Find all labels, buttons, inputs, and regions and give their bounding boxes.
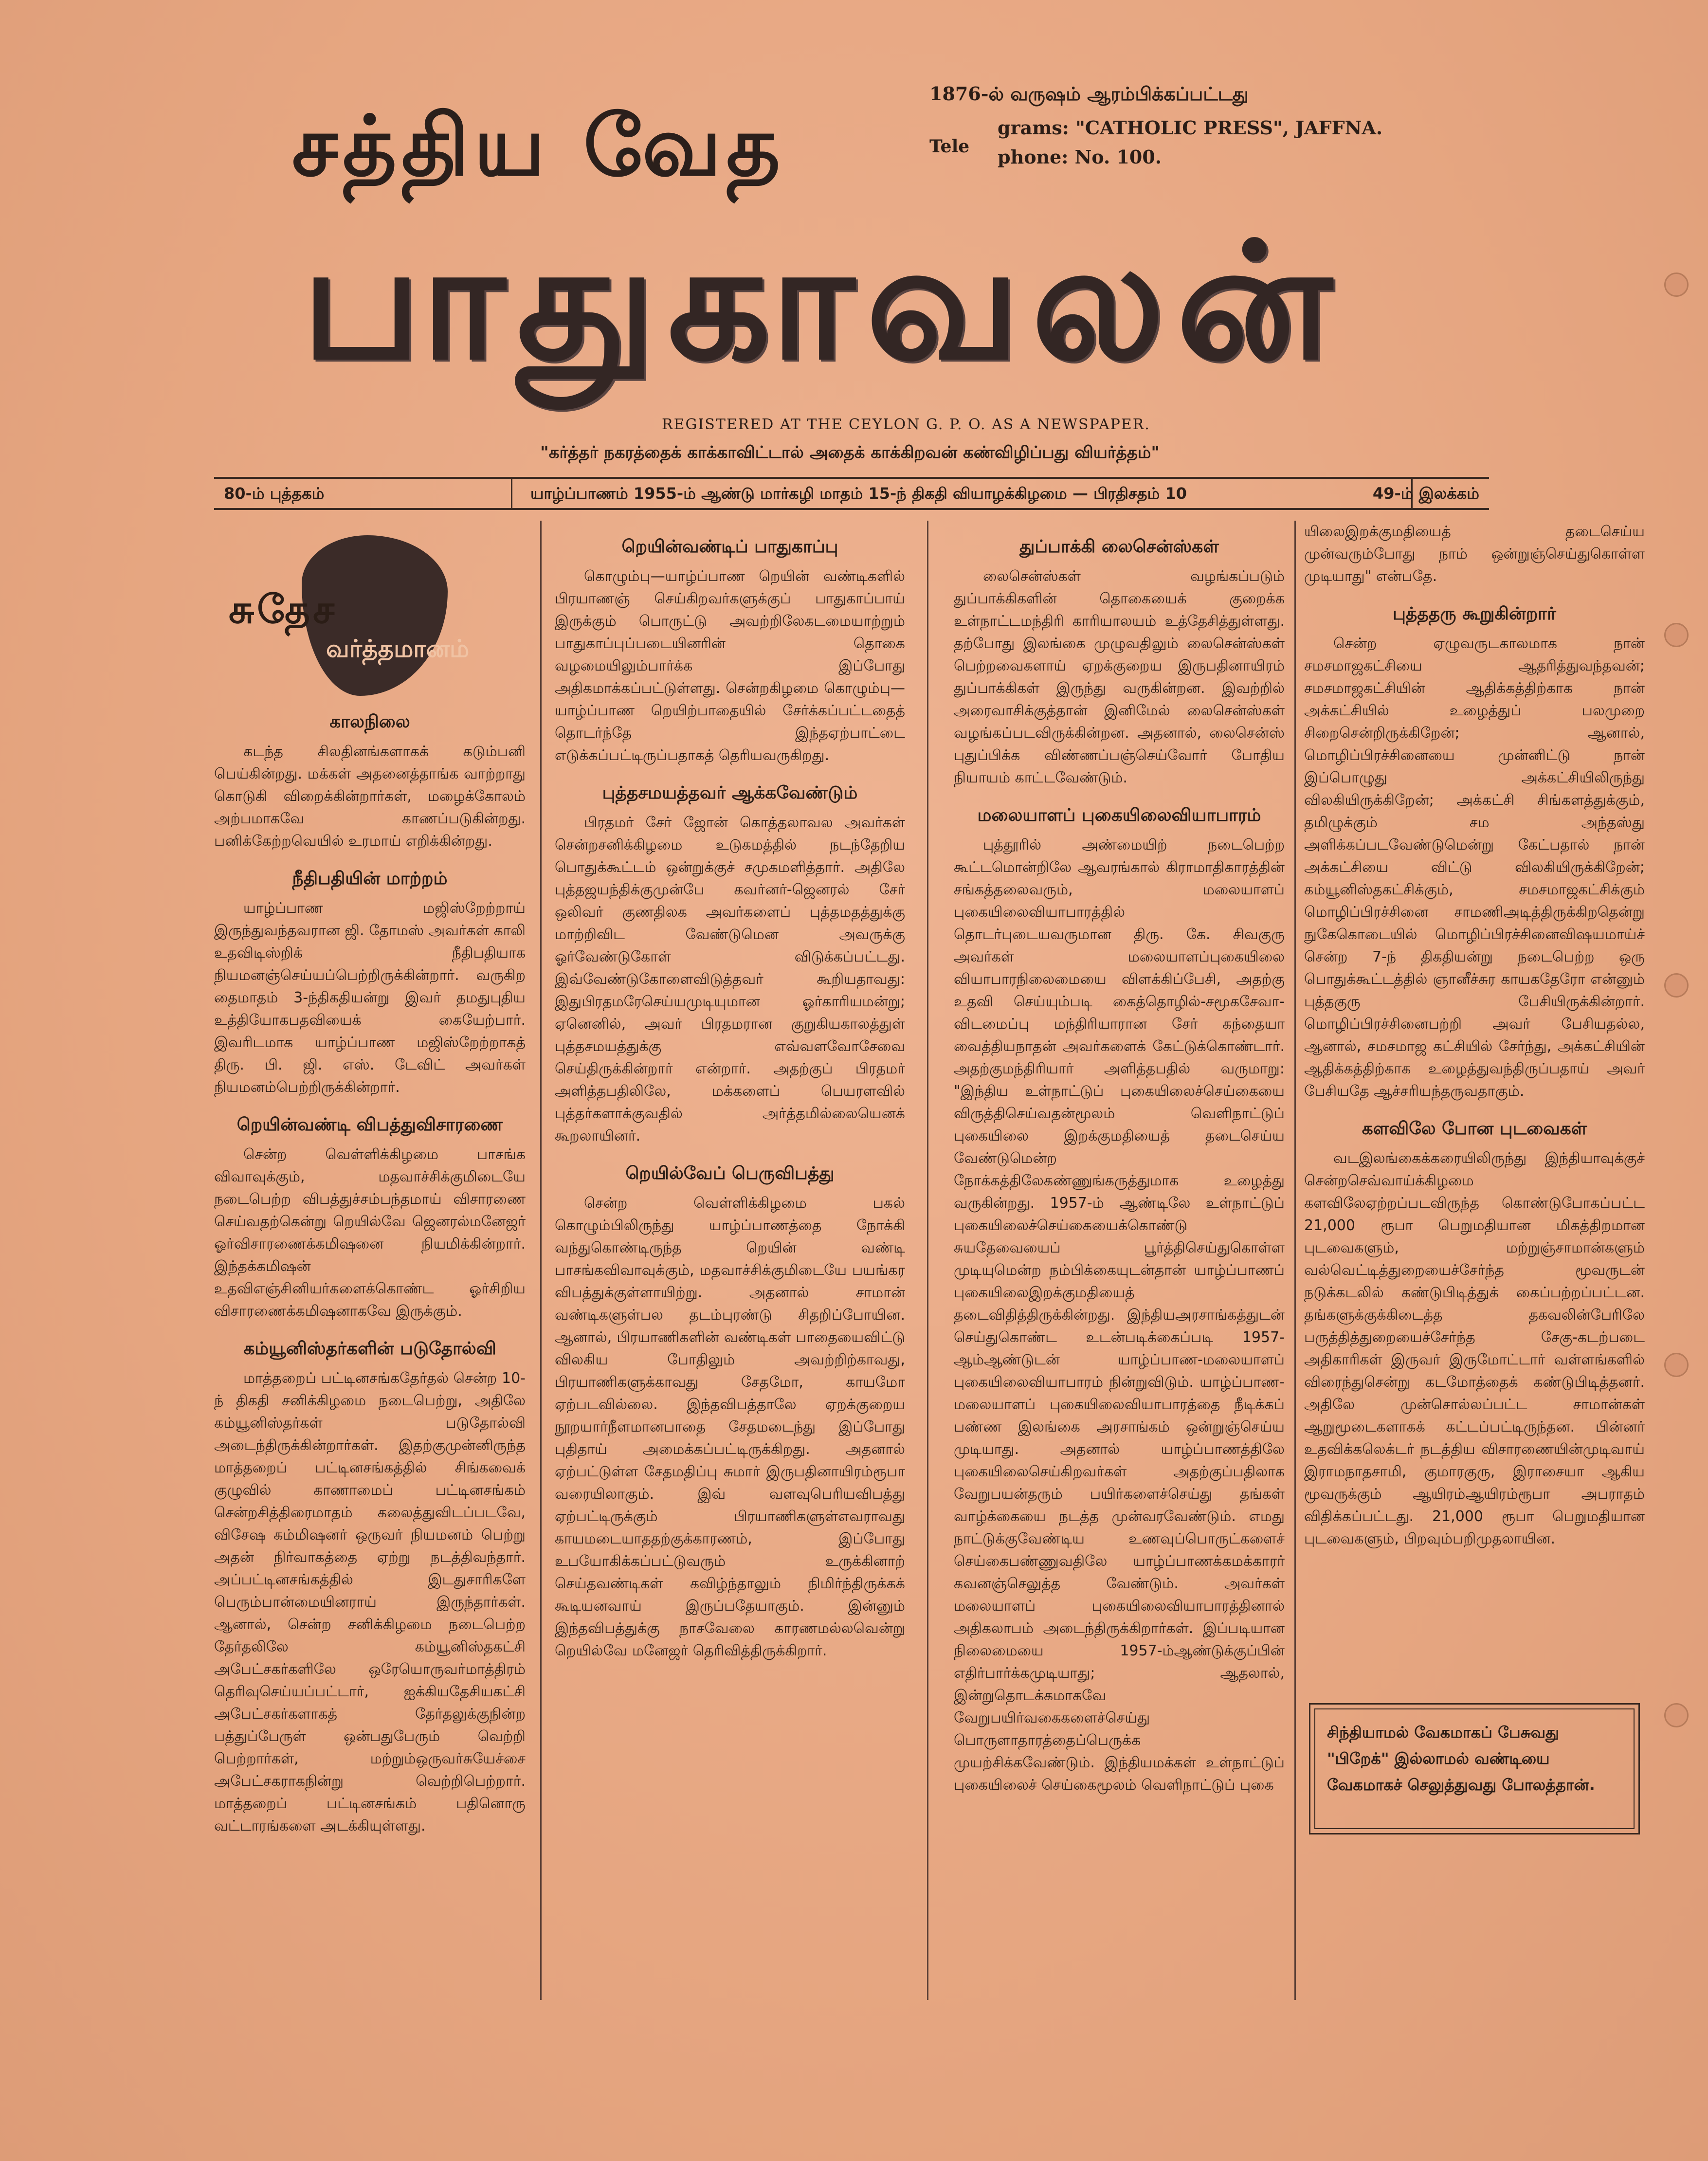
registration-line: REGISTERED AT THE CEYLON G. P. O. AS A NEWSPAPER.	[662, 416, 1150, 433]
column-3	[954, 521, 1285, 2005]
punch-hole	[1664, 1703, 1689, 1727]
column-1	[214, 521, 526, 2005]
boxed-quote	[1309, 1703, 1640, 1834]
article-heading: களவிலே போன புடவைகள்	[1362, 1119, 1587, 1139]
emblem-word-1: சுதேச	[229, 587, 338, 632]
article-heading: கம்யூனிஸ்தர்களின் படுதோல்வி	[243, 1339, 496, 1359]
punch-hole	[1664, 623, 1689, 647]
article-body: மாத்தறைப் பட்டினசங்கதேர்தல் சென்ற 10-ந் திகதி சனிக்கிழமை நடைபெற்று, அதிலே கம்யூனிஸ்தர்கள் படுதோல்வி அடைந்திருக்கின்றார்கள். இதற்குமுன்னிருந்த மாத்தறைப் பட்டினசங்கத்தில் சிங்கவைக் குழுவில் காணாமைப் பட்டினசங்கம் சென்றசித்திரைமாதம் கலைத்துவிடப்படவே, விசேஷ கம்மிஷனர் ஒருவர் நியமனம் பெற்று அதன் நிர்வாகத்தை ஏற்று நடத்திவந்தார். அப்பட்டினசங்கத்தில் இடதுசாரிகளே பெரும்பான்மையினராய் இருந்தார்கள். ஆனால், சென்ற சனிக்கிழமை நடைபெற்ற தேர்தலிலே கம்யூனிஸ்தகட்சி அபேட்சகர்களிலே ஒரேயொருவர்மாத்திரம் தெரிவுசெய்யப்பட்டார், ஐக்கியதேசியகட்சி அபேட்சகர்களாகத் தேர்தலுக்குநின்ற பத்துப்பேருள் ஒன்பதுபேரும் வெற்றி பெற்றார்கள், மற்றும்ஒருவர்சுயேச்சை அபேட்சகராகநின்று வெற்றிபெற்றார். மாத்தறைப் பட்டினசங்கம் பதினொரு வட்டாரங்களை அடக்கியுள்ளது.	[214, 1370, 526, 1834]
article-body: லைசென்ஸ்கள் வழங்கப்படும் துப்பாக்கிகளின் தொகையைக் குறைக்க உள்நாட்டமந்திரி காரியாலயம் உத்தேசித்துள்ளது. தற்போது இலங்கை முழுவதிலும் லைசென்ஸ்கள் பெற்றவைகளாய் ஏறக்குறைய இருபதினாயிரம் துப்பாக்கிகள் இருந்து வருகின்றன. இவற்றில் அரைவாசிக்குத்தான் இனிமேல் லைசென்ஸ்கள் வழங்கப்படவிருக்கின்றன. அதனால், லைசென்ஸ் புதுப்பிக்க விண்ணப்பஞ்செய்வோர் போதிய நியாயம் காட்டவேண்டும்.	[954, 568, 1285, 786]
telegram-line: grams: "CATHOLIC PRESS", JAFFNA.	[998, 117, 1383, 139]
tele-label: Tele	[929, 136, 970, 157]
article-heading: காலநிலை	[329, 712, 410, 732]
since-line: 1876-ல் வருஷம் ஆரம்பிக்கப்பட்டது	[929, 83, 1249, 105]
article-heading: நீதிபதியின் மாற்றம்	[292, 869, 448, 889]
column-rule	[927, 521, 928, 2000]
masthead-title: பாதுகாவலன்	[302, 208, 1344, 395]
punch-hole	[1664, 973, 1689, 998]
divider	[511, 479, 512, 508]
local-news-emblem	[214, 535, 526, 696]
article-body: சென்ற ஏழுவருடகாலமாக நான் சமசமாஜகட்சியை ஆதரித்துவந்தவன்; சமசமாஜகட்சியின் ஆதிக்கத்திற்காக நான் அக்கட்சியில் உழைத்துப் பலமுறை சிறைசென்றிருக்கிறேன்; ஆனால், மொழிப்பிரச்சினையை முன்னிட்டு நான் இப்பொழுது அக்கட்சியிலிருந்து விலகியிருக்கிறேன்; அக்கட்சி சிங்களத்துக்கும், தமிழுக்கும் சம அந்தஸ்து அளிக்கப்படவேண்டுமென்று கேட்பதால் நான் அக்கட்சியை விட்டு விலகியிருக்கிறேன்; கம்யூனிஸ்தகட்சிக்கும், சமசமாஜகட்சிக்கும் மொழிப்பிரச்சினை சாமணிஅடித்திருக்கிறதென்று நுகேகொடையில் மொழிப்பிரச்சினைவிஷயமாய்ச் சென்ற 7-ந் திகதியன்று நடைபெற்ற ஒரு பொதுக்கூட்டத்தில் ஞானீச்சுர காயகதேரோ என்னும் புத்தகுரு பேசியிருக்கின்றார். மொழிப்பிரச்சினைபற்றி அவர் பேசியதல்ல, ஆனால், சமசமாஜ கட்சியில் சேர்ந்து, அக்கட்சியின் ஆதிக்கத்திற்காக உழைத்துவந்திருப்பதாய் அவர் பேசியதே ஆச்சரியந்தருவதாகும்.	[1304, 635, 1645, 1100]
volume-number: 80-ம் புத்தகம்	[224, 484, 325, 503]
punch-hole	[1664, 1353, 1689, 1377]
emblem-word-2: வர்த்தமானம்	[326, 635, 470, 663]
dateline-bar	[214, 477, 1489, 510]
article-body: புத்தூரில் அண்மையிற் நடைபெற்ற கூட்டமொன்றிலே ஆவரங்கால் கிராமாதிகாரத்தின் சங்கத்தலைவரும், மலையாளப் புகையிலைவியாபாரத்தில் தொடர்புடையவருமான திரு. கே. சிவகுரு அவர்கள் மலையாளப்புகையிலை வியாபாரநிலைமையை விளக்கிப்பேசி, அதற்கு உதவி செய்யும்படி கைத்தொழில்-சமூகசேவா-விடமைப்பு மந்திரியாரான சேர் கந்தையா வைத்தியநாதன் அவர்களைக் கேட்டுக்கொண்டார். அதற்குமந்திரியார் அளித்தபதில் வருமாறு: "இந்திய உள்நாட்டுப் புகையிலைச்செய்கையை விருத்திசெய்வதன்மூலம் வெளிநாட்டுப் புகையிலை இறக்குமதியைத் தடைசெய்ய வேண்டுமென்ற நோக்கத்திலேகண்ணுங்கருத்துமாக உழைத்து வருகின்றது. 1957-ம் ஆண்டிலே உள்நாட்டுப் புகையிலைச்செய்கையைக்கொண்டு சுயதேவையைப் பூர்த்திசெய்துகொள்ள முடியுமென்ற நம்பிக்கையுடன்தான் யாழ்ப்பாணப் புகையிலைஇறக்குமதியைத் தடைவிதித்திருக்கின்றது. இந்தியஅரசாங்கத்துடன் செய்துகொண்ட உடன்படிக்கைப்படி 1957-ஆம்ஆண்டுடன் யாழ்ப்பாண-மலையாளப் புகையிலைவியாபாரம் நின்றுவிடும். யாழ்ப்பாண-மலையாளப் புகையிலைவியாபாரத்தை நீடிக்கப் பண்ண இலங்கை அரசாங்கம் ஒன்றுஞ்செய்ய முடியாது. அதனால் யாழ்ப்பாணத்திலே புகையிலைசெய்கிறவர்கள் அதற்குப்பதிலாக வேறுபயன்தரும் பயிர்களைச்செய்து தங்கள் வாழ்க்கையை நடத்த முன்வரவேண்டும். எமது நாட்டுக்குவேண்டிய உணவுப்பொருட்களைச் செய்கைபண்ணுவதிலே யாழ்ப்பாணக்கமக்காரர் கவனஞ்செலுத்த வேண்டும். அவர்கள் மலையாளப் புகையிலைவியாபாரத்தினால் அதிகலாபம் அடைந்திருக்கிறார்கள். இப்படியான நிலைமையை 1957-ம்ஆண்டுக்குப்பின் எதிர்பார்க்கமுடியாது; ஆதலால், இன்றுதொடக்கமாகவே வேறுபயிர்வகைகளைச்செய்து பொருளாதாரத்தைப்பெருக்க முயற்சிக்கவேண்டும். இந்தியமக்கள் உள்நாட்டுப் புகையிலைச் செய்கைமூலம் வெளிநாட்டுப் புகை	[954, 836, 1285, 1794]
article-heading: றெயின்வண்டி விபத்துவிசாரணை	[236, 1115, 503, 1135]
issue-number: 49-ம் இலக்கம்	[1372, 484, 1479, 503]
article-heading: புத்தசமயத்தவர் ஆக்கவேண்டும்	[602, 783, 858, 803]
article-body: யாழ்ப்பாண மஜிஸ்றேற்றாய் இருந்துவந்தவரான ஜி. தோமஸ் அவர்கள் காலி உதவிடிஸ்றிக் நீதிபதியாக நியமனஞ்செய்யப்பெற்றிருக்கின்றார். வருகிற தைமாதம் 3-ந்திகதியன்று இவர் தமதுபுதிய உத்தியோகபதவியைக் கையேற்பார். இவரிடமாக யாழ்ப்பாண மஜிஸ்றேற்றாகத் திரு. பி. ஜி. எஸ். டேவிட் அவர்கள் நியமனம்பெற்றிருக்கின்றார்.	[214, 900, 526, 1096]
masthead-info	[925, 83, 1508, 204]
article-body: கொழும்பு—யாழ்ப்பாண றெயின் வண்டிகளில் பிரயாணஞ் செய்கிறவர்களுக்குப் பாதுகாப்பாய் இருக்கும் பொருட்டு அவற்றிலேகடமையாற்றும் பாதுகாப்புப்படையினரின் தொகை வழமையிலும்பார்க்க இப்போது அதிகமாக்கப்பட்டுள்ளது. சென்றகிழமை கொழும்பு—யாழ்ப்பாண றெயிற்பாதையில் சேர்க்கப்பட்டதைத் தொடர்ந்தே இந்தஏற்பாட்டை எடுக்கப்பட்டிருப்பதாகத் தெரியவருகிறது.	[555, 568, 905, 764]
column-rule	[540, 521, 542, 2000]
motto: "கர்த்தர் நகரத்தைக் காக்காவிட்டால் அதைக் காக்கிறவன் கண்விழிப்பது வியர்த்தம்"	[540, 443, 1160, 462]
boxed-quote-text: சிந்தியாமல் வேகமாகப் பேசுவது "பிறேக்" இல்லாமல் வண்டியை வேகமாகச் செலுத்துவது போலத்தான்.	[1327, 1723, 1595, 1794]
punch-hole	[1664, 272, 1689, 297]
article-heading: மலையாளப் புகையிலைவியாபாரம்	[977, 805, 1261, 825]
issue-date: யாழ்ப்பாணம் 1955-ம் ஆண்டு மார்கழி மாதம் 15-ந் திகதி வியாழக்கிழமை — பிரதிசதம் 10	[530, 484, 1187, 503]
article-body: கடந்த சிலதினங்களாகக் கடும்பனி பெய்கின்றது. மக்கள் அதனைத்தாங்க வாற்றாது கொடுகி விறைக்கின்றார்கள், மழைக்கோலம் அற்பமாகவே காணப்படுகின்றது. பனிக்கேற்றவெயில் உரமாய் எறிக்கின்றது.	[214, 743, 526, 850]
article-heading: றெயின்வண்டிப் பாதுகாப்பு	[621, 537, 838, 557]
masthead-top-word: சத்திய வேத	[292, 97, 785, 195]
article-body: சென்ற வெள்ளிக்கிழமை பாசங்க விவாவுக்கும், மதவாச்சிக்குமிடையே நடைபெற்ற விபத்துச்சம்பந்தமாய் விசாரணை செய்வதற்கென்று றெயில்வே ஜெனரல்மனேஜர் ஓர்விசாரணைக்கமிஷனை நியமிக்கின்றார். இந்தக்கமிஷன் உதவிஎஞ்சினியர்களைக்கொண்ட ஓர்சிறிய விசாரணைக்கமிஷனாகவே இருக்கும்.	[214, 1146, 526, 1320]
article-heading: புத்ததரு கூறுகின்றார்	[1393, 604, 1556, 624]
article-body-continued: யிலைஇறக்குமதியைத் தடைசெய்ய முன்வரும்போது நாம் ஒன்றுஞ்செய்துகொள்ள முடியாது" என்பதே.	[1304, 523, 1645, 585]
article-body: பிரதமர் சேர் ஜோன் கொத்தலாவல அவர்கள் சென்றசனிக்கிழமை உடுகமத்தில் நடந்தேறிய பொதுக்கூட்டம் ஒன்றுக்குச் சமுகமளித்தார். அதிலே புத்தஜயந்திக்குமுன்பே கவர்னர்-ஜெனரல் சேர் ஒலிவர் குணதிலக அவர்களைப் புத்தமதத்துக்கு மாற்றிவிட வேண்டுமென அவருக்கு ஓர்வேண்டுகோள் விடுக்கப்பட்டது. இவ்வேண்டுகோளைவிடுத்தவர் கூறியதாவது: இதுபிரதமரேசெய்யமுடியுமான ஓர்காரியமன்று; ஏனெனில், அவர் பிரதமரான குறுகியகாலத்துள் புத்தசமயத்துக்கு எவ்வளவோசேவை செய்திருக்கின்றார் என்றார். அதற்குப் பிரதமர் அளித்தபதிலிலே, மக்களைப் பெயரளவில் புத்தர்களாக்குவதில் அர்த்தமில்லையெனக் கூறலாயினர்.	[555, 814, 905, 1144]
column-2	[555, 521, 905, 2005]
article-body: சென்ற வெள்ளிக்கிழமை பகல் கொழும்பிலிருந்து யாழ்ப்பாணத்தை நோக்கி வந்துகொண்டிருந்த றெயின் வண்டி பாசங்கவிவாவுக்கும், மதவாச்சிக்குமிடையே பயங்கர விபத்துக்குள்ளாயிற்று. அதனால் சாமான் வண்டிகளுள்பல தடம்புரண்டு சிதறிப்போயின. ஆனால், பிரயாணிகளின் வண்டிகள் பாதையைவிட்டு விலகிய போதிலும் அவற்றிற்காவது, பிரயாணிகளுக்காவது சேதமோ, காயமோ ஏற்படவில்லை. இந்தவிபத்தாலே ஏறக்குறைய நூறயார்நீளமானபாதை சேதமடைந்து இப்போது புதிதாய் அமைக்கப்பட்டிருக்கிறது. அதனால் ஏற்பட்டுள்ள சேதமதிப்பு சுமார் இருபதினாயிரம்ரூபா வரையிலாகும். இவ் வளவுபெரியவிபத்து ஏற்பட்டிருக்கும் பிரயாணிகளுள்எவராவது காயமடையாததற்குக்காரணம், இப்போது உபயோகிக்கப்பட்டுவரும் உருக்கினாற் செய்தவண்டிகள் கவிழ்ந்தாலும் நிமிர்ந்திருக்கக் கூடியனவாய் இருப்பதேயாகும். இன்னும் இந்தவிபத்துக்கு நாசவேலை காரணமல்லவென்று றெயில்வே மனேஜர் தெரிவித்திருக்கிறார்.	[555, 1195, 905, 1659]
column-4	[1304, 521, 1645, 1689]
article-heading: றெயில்வேப் பெருவிபத்து	[625, 1163, 835, 1183]
phone-line: phone: No. 100.	[998, 146, 1162, 168]
column-rule	[1294, 521, 1296, 2000]
article-heading: துப்பாக்கி லைசென்ஸ்கள்	[1019, 537, 1219, 557]
article-body: வடஇலங்கைக்கரையிலிருந்து இந்தியாவுக்குச் சென்றசெவ்வாய்க்கிழமை களவிலேஏற்றப்படவிருந்த கொண்டுபோகப்பட்ட 21,000 ரூபா பெறுமதியான மிகத்திறமான புடவைகளும், மற்றுஞ்சாமான்களும் வல்வெட்டித்துறையைச்சேர்ந்த மூவருடன் நடுக்கடலில் கண்டுபிடித்துக் கைப்பற்றப்பட்டன. தங்களுக்குக்கிடைத்த தகவலின்பேரிலே பருத்தித்துறையைச்சேர்ந்த சேகு-கடற்படை அதிகாரிகள் இருவர் இருமோட்டார் வள்ளங்களில் விரைந்துசென்று கடமோத்தைக் கண்டுபிடித்தனர். அதிலே முன்சொல்லப்பட்ட சாமான்கள் ஆறுமூடைகளாகக் கட்டப்பட்டிருந்தன. பின்னர் உதவிக்கலெக்டர் நடத்திய விசாரணையின்முடிவாய் இராமநாதசாமி, குமாரகுரு, இராசையா ஆகிய மூவருக்கும் ஆயிரம்ஆயிரம்ரூபா அபராதம் விதிக்கப்பட்டது. 21,000 ரூபா பெறுமதியான புடவைகளும், பிறவும்பறிமுதலாயின.	[1304, 1150, 1645, 1547]
